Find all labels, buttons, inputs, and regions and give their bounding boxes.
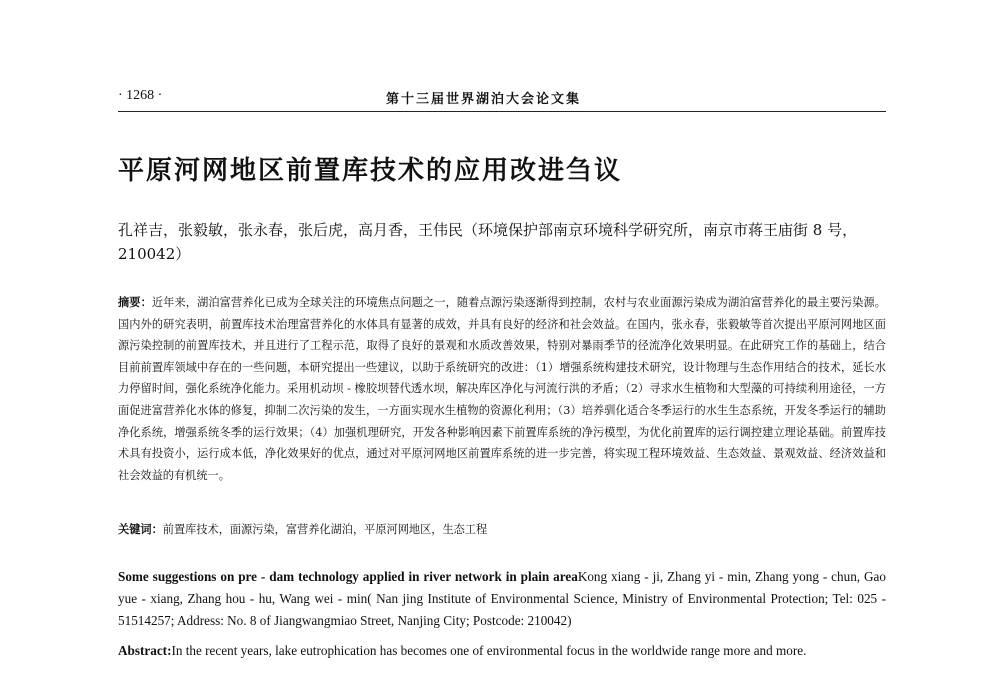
english-title-authors: [118, 566, 886, 632]
abstract-text-en: In the recent years, lake eutrophication has becomes one of environmental focus in the worldwide range more and more.: [171, 643, 807, 658]
english-authors: Kong xiang - ji, Zhang yi - min, Zhang yong - chun, Gao yue - xiang, Zhang hou - hu, Wang wei - min( Nan jing Institute of Environmental Science, Ministry of Environmental Protection; Tel: 025 - 51514257; Address: No. 8 of Jiangwangmiao Street, Nanjing City; Postcode: 210042): [118, 569, 886, 628]
abstract-label-cn: 摘要：: [118, 296, 152, 309]
keywords-text-cn: 前置库技术，面源污染，富营养化湖泊，平原河网地区，生态工程: [162, 523, 488, 536]
abstract-label-en: Abstract:: [118, 643, 172, 658]
abstract-en: [118, 640, 886, 662]
keywords-label-cn: 关键词：: [118, 523, 163, 536]
header-rule: [118, 111, 886, 112]
running-title: 第十三届世界湖泊大会论文集: [386, 92, 582, 107]
abstract-cn: [118, 292, 886, 486]
running-header: [118, 86, 886, 108]
abstract-text-cn: 近年来，湖泊富营养化已成为全球关注的环境焦点问题之一，随着点源污染逐渐得到控制，农村与农业面源污染成为湖泊富营养化的最主要污染源。国内外的研究表明，前置库技术治理富营养化的水体具有显著的成效，并具有良好的经济和社会效益。在国内，张永春，张毅敏等首次提出平原河网地区面源污染控制的前置库技术，并且进行了工程示范，取得了良好的景观和水质改善效果，特别对暴雨季节的径流净化效果明显。在此研究工作的基础上，结合目前前置库领域中存在的一些问题，本研究提出一些建议，以助于系统研究的改进：（1）增强系统构建技术研究，设计物理与生态作用结合的技术，延长水力停留时间，强化系统净化能力。采用机动坝 - 橡胶坝替代透水坝，解决库区净化与河流行洪的矛盾；（2）寻求水生植物和大型藻的可持续利用途径，一方面促进富营养化水体的修复，抑制二次污染的发生，一方面实现水生植物的资源化利用；（3）培养驯化适合冬季运行的水生生态系统，开发冬季运行的辅助净化系统，增强系统冬季的运行效果；（4）加强机理研究，开发各种影响因素下前置库系统的净污模型，为优化前置库的运行调控建立理论基础。前置库技术具有投资小，运行成本低，净化效果好的优点，通过对平原河网地区前置库系统的进一步完善，将实现工程环境效益、生态效益、景观效益、经济效益和社会效益的有机统一。: [118, 296, 886, 482]
paper-title: 平原河网地区前置库技术的应用改进刍议: [118, 156, 623, 186]
keywords-cn: [118, 520, 886, 540]
authors-cn: 孔祥吉，张毅敏，张永春，张后虎，高月香，王伟民（环境保护部南京环境科学研究所，南京市蒋王庙街 8 号，210042）: [118, 221, 858, 263]
page-number: · 1268 ·: [118, 88, 163, 103]
english-title: Some suggestions on pre - dam technology applied in river network in plain area: [118, 569, 578, 584]
